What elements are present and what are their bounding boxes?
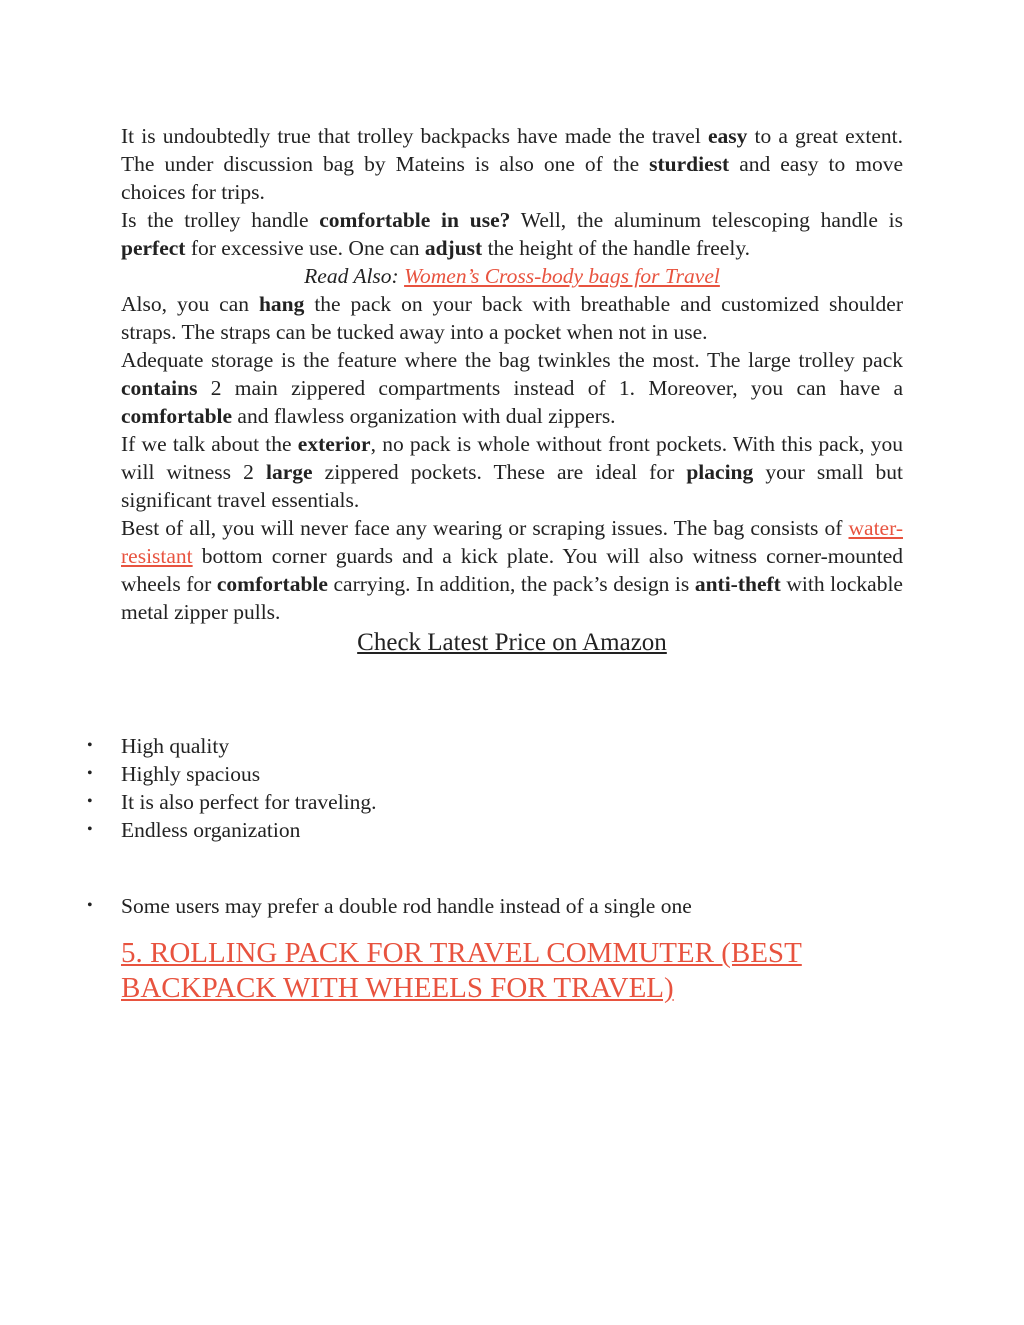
text-run: 2 main zippered compartments instead of 1. Moreover, you can have a <box>197 376 903 400</box>
paragraph-storage <box>121 346 903 430</box>
text-run: Adequate storage is the feature where the bag twinkles the most. The large trolley pack <box>121 348 903 372</box>
check-price-link[interactable]: Check Latest Price on Amazon <box>357 629 667 656</box>
read-also-link[interactable]: Women’s Cross-body bags for Travel <box>404 264 720 288</box>
text-run: your small but significant travel essentials. <box>121 460 904 512</box>
list-item-text: Highly spacious <box>121 762 261 786</box>
bold-text: placing <box>686 460 754 484</box>
bold-text: adjust <box>424 236 483 260</box>
list-item-text: High quality <box>121 734 230 758</box>
bullet-icon: • <box>87 793 93 810</box>
text-run: Best of all, you will never face any wearing or scraping issues. The bag consists of <box>121 516 849 540</box>
list-item <box>85 892 905 920</box>
list-item-text: Some users may prefer a double rod handle instead of a single one <box>121 894 692 918</box>
text-run: zippered pockets. These are ideal for <box>312 460 687 484</box>
bold-text: perfect <box>121 236 186 260</box>
paragraph-exterior <box>121 430 903 514</box>
water-resistant-link[interactable]: water-resistant <box>121 516 903 568</box>
text-run: carrying. In addition, the pack’s design is <box>327 572 695 596</box>
text-run: the height of the handle freely. <box>482 236 751 260</box>
bold-text: sturdiest <box>649 152 730 176</box>
paragraph-handle <box>121 206 903 262</box>
paragraph-intro <box>121 122 903 206</box>
text-run: for excessive use. One can <box>185 236 425 260</box>
text-run: Well, the aluminum telescoping handle is <box>510 208 903 232</box>
article-body <box>121 122 903 659</box>
bullet-icon: • <box>87 897 93 914</box>
next-product-heading <box>121 936 903 1006</box>
bold-text: comfortable <box>121 404 233 428</box>
bullet-icon: • <box>87 765 93 782</box>
text-run: bottom corner guards and a kick plate. You will also witness corner-mounted wheels for <box>121 544 903 596</box>
bullet-icon: • <box>87 737 93 754</box>
bold-text: hang <box>258 292 305 316</box>
pros-list <box>85 732 905 844</box>
read-also-prefix: Read Also: <box>304 264 405 288</box>
text-run: If we talk about the <box>121 432 298 456</box>
text-run: to a great extent. The under discussion bag by Mateins is also one of the <box>121 124 903 176</box>
bold-text: exterior <box>297 432 371 456</box>
list-item <box>85 760 905 788</box>
bold-text: large <box>266 460 313 484</box>
list-item <box>85 732 905 760</box>
cons-list <box>85 892 905 920</box>
read-also-line <box>121 262 903 290</box>
list-item <box>85 816 905 844</box>
text-run: and easy to move choices for trips. <box>121 152 903 204</box>
bold-text: contains <box>121 376 198 400</box>
text-run: It is undoubtedly true that trolley backpacks have made the travel <box>121 124 708 148</box>
bold-text: easy <box>707 124 748 148</box>
bold-text: comfortable <box>216 572 328 596</box>
paragraph-durability <box>121 514 903 626</box>
next-product-heading-link[interactable]: 5. ROLLING PACK FOR TRAVEL COMMUTER (BEST BACKPACK WITH WHEELS FOR TRAVEL) <box>121 937 802 1004</box>
list-item-text: It is also perfect for traveling. <box>121 790 377 814</box>
bold-text: anti-theft <box>694 572 781 596</box>
text-run: the pack on your back with breathable and customized shoulder straps. The straps can be tucked away into a pocket when not in use. <box>121 292 903 344</box>
list-item <box>85 788 905 816</box>
bold-text: comfortable in use? <box>319 208 511 232</box>
text-run: and flawless organization with dual zippers. <box>232 404 616 428</box>
paragraph-straps <box>121 290 903 346</box>
text-run: , no pack is whole without front pockets. With this pack, you will witness 2 <box>121 432 903 484</box>
list-item-text: Endless organization <box>121 818 301 842</box>
check-price-cta <box>121 626 903 659</box>
text-run: with lockable metal zipper pulls. <box>121 572 903 624</box>
bullet-icon: • <box>87 821 93 838</box>
text-run: Is the trolley handle <box>121 208 320 232</box>
text-run: Also, you can <box>121 292 259 316</box>
